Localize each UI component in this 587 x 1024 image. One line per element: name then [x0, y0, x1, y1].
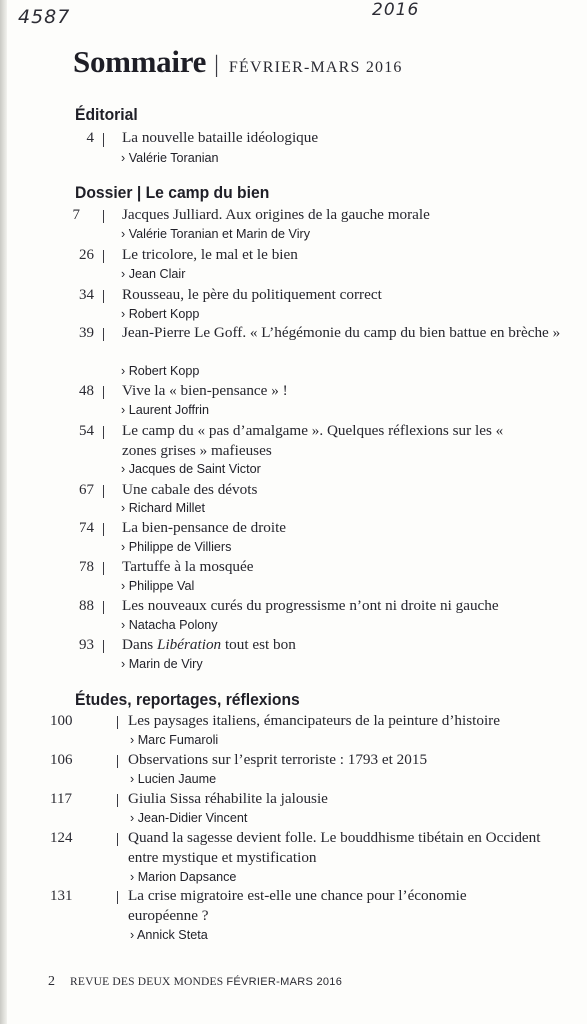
section-title-editorial: Éditorial — [75, 106, 138, 124]
toc-page-number: 34 — [79, 287, 94, 303]
footer-issue-date: FÉVRIER-MARS 2016 — [226, 976, 343, 988]
toc-author: › Richard Millet — [121, 501, 205, 515]
page-title: Sommaire — [73, 44, 207, 79]
toc-author: › Valérie Toranian et Marin de Viry — [121, 227, 310, 241]
toc-separator — [103, 328, 104, 341]
toc-separator — [103, 601, 104, 614]
toc-author: › Marion Dapsance — [130, 870, 237, 884]
footer-journal-name: REVUE DES DEUX MONDES — [70, 976, 224, 988]
issue-date: FÉVRIER-MARS 2016 — [228, 59, 403, 76]
page-edge — [0, 0, 7, 1024]
toc-page-number: 93 — [79, 637, 94, 653]
toc-title: Tartuffe à la mosquée — [122, 558, 254, 575]
toc-title: La bien-pensance de droite — [122, 519, 287, 536]
toc-title: Les paysages italiens, émancipateurs de la peinture d’histoire — [128, 712, 500, 729]
footer-page-number: 2 — [48, 974, 55, 989]
toc-separator — [117, 833, 118, 846]
toc-title: La crise migratoire est-elle une chance pour l’économie européenne ? — [128, 887, 467, 924]
toc-title: Rousseau, le père du politiquement correct — [122, 286, 382, 303]
page-header — [73, 44, 403, 80]
toc-author: › Jean Clair — [121, 267, 186, 281]
toc-page-number: 117 — [50, 791, 72, 807]
toc-page-number: 106 — [50, 752, 73, 768]
toc-title: Une cabale des dévots — [122, 481, 258, 498]
toc-page-number: 54 — [79, 423, 94, 439]
toc-separator — [103, 210, 104, 223]
header-separator: | — [214, 52, 219, 78]
toc-author: › Marin de Viry — [121, 657, 203, 671]
section-title-etudes: Études, reportages, réflexions — [75, 691, 300, 709]
toc-page-number: 26 — [79, 247, 94, 263]
toc-title: Giulia Sissa réhabilite la jalousie — [128, 790, 328, 807]
toc-separator — [103, 386, 104, 399]
toc-separator — [103, 485, 104, 498]
page-footer — [48, 974, 342, 990]
handwritten-note-left: 4587 — [18, 6, 71, 28]
toc-author: › Marc Fumaroli — [130, 733, 219, 747]
toc-page-number: 39 — [79, 325, 94, 341]
toc-separator — [103, 133, 104, 147]
toc-separator — [117, 794, 118, 807]
toc-author: › Philippe Val — [121, 579, 195, 593]
handwritten-note-right: 2016 — [372, 0, 420, 20]
toc-page-number: 88 — [79, 598, 94, 614]
toc-author: › Jacques de Saint Victor — [121, 462, 261, 476]
toc-author: › Jean-Didier Vincent — [130, 811, 248, 825]
toc-author: › Laurent Joffrin — [121, 403, 209, 417]
toc-separator — [103, 523, 104, 536]
toc-title: Les nouveaux curés du progressisme n’ont ni droite ni gauche — [122, 597, 499, 614]
toc-separator — [117, 755, 118, 768]
toc-page-number: 78 — [79, 559, 94, 575]
toc-page-number: 74 — [79, 520, 94, 536]
toc-title: Jacques Julliard. Aux origines de la gauche morale — [122, 206, 430, 223]
toc-separator — [103, 290, 104, 303]
section-title-dossier: Dossier | Le camp du bien — [75, 184, 270, 202]
toc-title-prefix: Dans — [122, 636, 158, 653]
toc-page-number: 48 — [79, 383, 94, 399]
toc-page-number: 100 — [50, 713, 73, 729]
toc-separator — [117, 891, 118, 904]
toc-page-number: 4 — [86, 130, 94, 146]
toc-separator — [103, 640, 104, 653]
toc-title: Vive la « bien-pensance » ! — [122, 382, 288, 399]
toc-author: › Natacha Polony — [121, 618, 218, 632]
toc-title: Le tricolore, le mal et le bien — [122, 246, 298, 263]
toc-title: Quand la sagesse devient folle. Le bouddhisme tibétain en Occident entre mystique et mystification — [128, 829, 541, 866]
toc-title: Le camp du « pas d’amalgame ». Quelques réflexions sur les « zones grises » mafieuses — [122, 422, 504, 459]
toc-title-italic: Libération — [157, 636, 222, 653]
toc-title — [122, 635, 572, 655]
toc-title: Jean-Pierre Le Goff. « L’hégémonie du camp du bien battue en brèche » — [122, 324, 561, 341]
toc-separator — [103, 250, 104, 263]
toc-separator — [103, 562, 104, 575]
toc-separator — [117, 716, 118, 729]
toc-page-number: 124 — [50, 830, 73, 846]
toc-author: › Annick Steta — [130, 928, 208, 942]
toc-page-number: 131 — [50, 888, 73, 904]
toc-page-number: 67 — [79, 482, 94, 498]
toc-title: Observations sur l’esprit terroriste : 1793 et 2015 — [128, 751, 428, 768]
toc-page-number: 7 — [72, 207, 80, 223]
toc-author: › Lucien Jaume — [130, 772, 217, 786]
toc-separator — [103, 426, 104, 439]
toc-author: › Robert Kopp — [121, 364, 200, 378]
toc-author: › Valérie Toranian — [121, 151, 219, 165]
toc-title-suffix: tout est bon — [221, 636, 296, 653]
toc-author: › Philippe de Villiers — [121, 540, 232, 554]
toc-title: La nouvelle bataille idéologique — [122, 129, 319, 146]
toc-author: › Robert Kopp — [121, 307, 200, 321]
